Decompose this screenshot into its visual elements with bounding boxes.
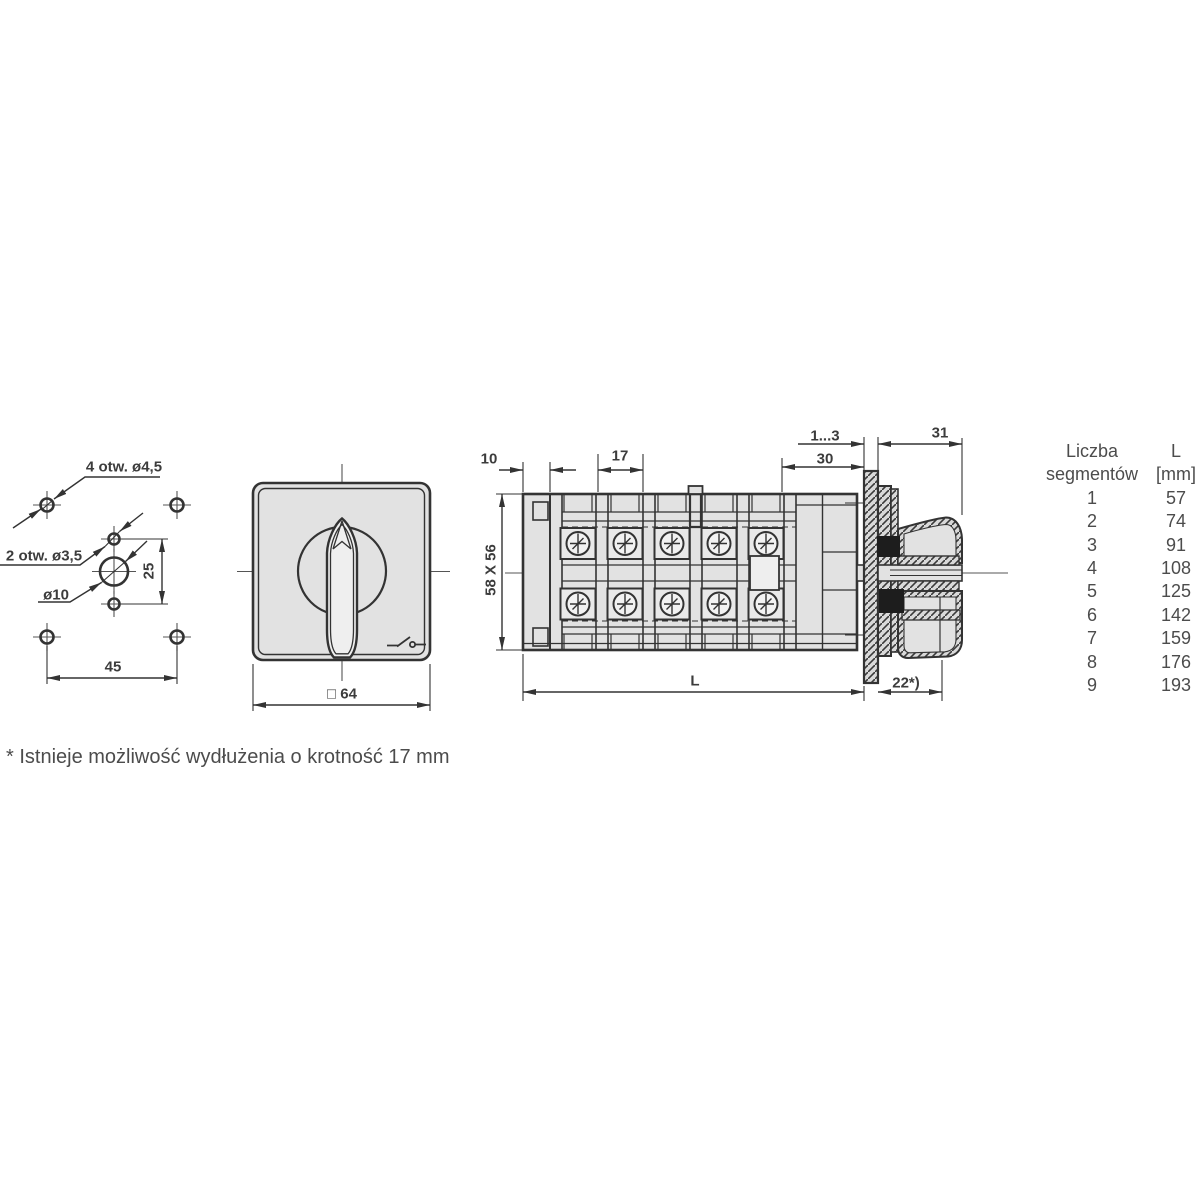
table-cell-segments: 1: [1086, 487, 1097, 508]
mounting-panel: [864, 471, 878, 683]
dim-58x56-lines: [496, 494, 522, 650]
contact-bridge: [750, 556, 779, 590]
dim-58x56: 58 X 56: [482, 544, 500, 596]
table-cell-length: 176: [1160, 651, 1192, 672]
hole-pattern-drawing: [0, 477, 191, 684]
table-header-segments-line1: Liczba: [1065, 441, 1119, 461]
dim-45: 45: [104, 658, 122, 676]
label-2-holes: 2 otw. ø3,5: [5, 547, 83, 565]
table-cell-length: 57: [1165, 487, 1187, 508]
front-view-drawing: [237, 464, 450, 711]
footnote: * Istnieje możliwość wydłużenia o krotność 17 mm: [6, 746, 450, 768]
dim-17: 17: [611, 447, 629, 465]
table-header-length-line2: [mm]: [1156, 464, 1196, 485]
table-cell-length: 159: [1160, 628, 1192, 649]
table-cell-segments: 3: [1086, 534, 1097, 555]
table-cell-segments: 2: [1086, 511, 1097, 532]
handle-cross-section: [877, 486, 962, 658]
table-column-length: [1140, 440, 1200, 697]
table-cell-segments: 4: [1086, 558, 1097, 579]
label-center-hole: ø10: [43, 586, 69, 604]
table-cell-length: 108: [1160, 558, 1192, 579]
table-cell-length: 125: [1160, 581, 1192, 602]
dim-1-3: 1...3: [810, 427, 840, 445]
table-column-segments: [1040, 440, 1144, 697]
dim-10: 10: [480, 450, 498, 468]
table-cell-segments: 8: [1086, 651, 1097, 672]
table-cell-length: 74: [1165, 511, 1187, 532]
dim-L: L: [690, 672, 700, 690]
table-header-segments-line2: segmentów: [1045, 464, 1139, 485]
seal-upper: [877, 536, 900, 557]
dim-30: 30: [816, 450, 834, 468]
table-cell-segments: 7: [1086, 628, 1097, 649]
table-header-length-line1: L: [1170, 441, 1181, 461]
label-4-holes: 4 otw. ø4,5: [85, 458, 163, 476]
dim-64: □ 64: [327, 685, 357, 703]
dim-25: 25: [140, 562, 158, 580]
table-cell-length: 142: [1160, 604, 1192, 625]
table-cell-segments: 5: [1086, 581, 1097, 602]
table-cell-length: 193: [1160, 675, 1192, 696]
dim-31: 31: [931, 424, 949, 442]
dim-10-lines: [499, 462, 576, 492]
table-cell-length: 91: [1165, 534, 1187, 555]
seal-lower: [879, 589, 904, 613]
dim-22: 22*): [892, 674, 920, 692]
table-cell-segments: 6: [1086, 604, 1097, 625]
leader-4-holes: [13, 477, 160, 528]
switch-handle-front: [327, 519, 357, 658]
table-cell-segments: 9: [1086, 675, 1097, 696]
side-view-drawing: [496, 437, 1008, 701]
